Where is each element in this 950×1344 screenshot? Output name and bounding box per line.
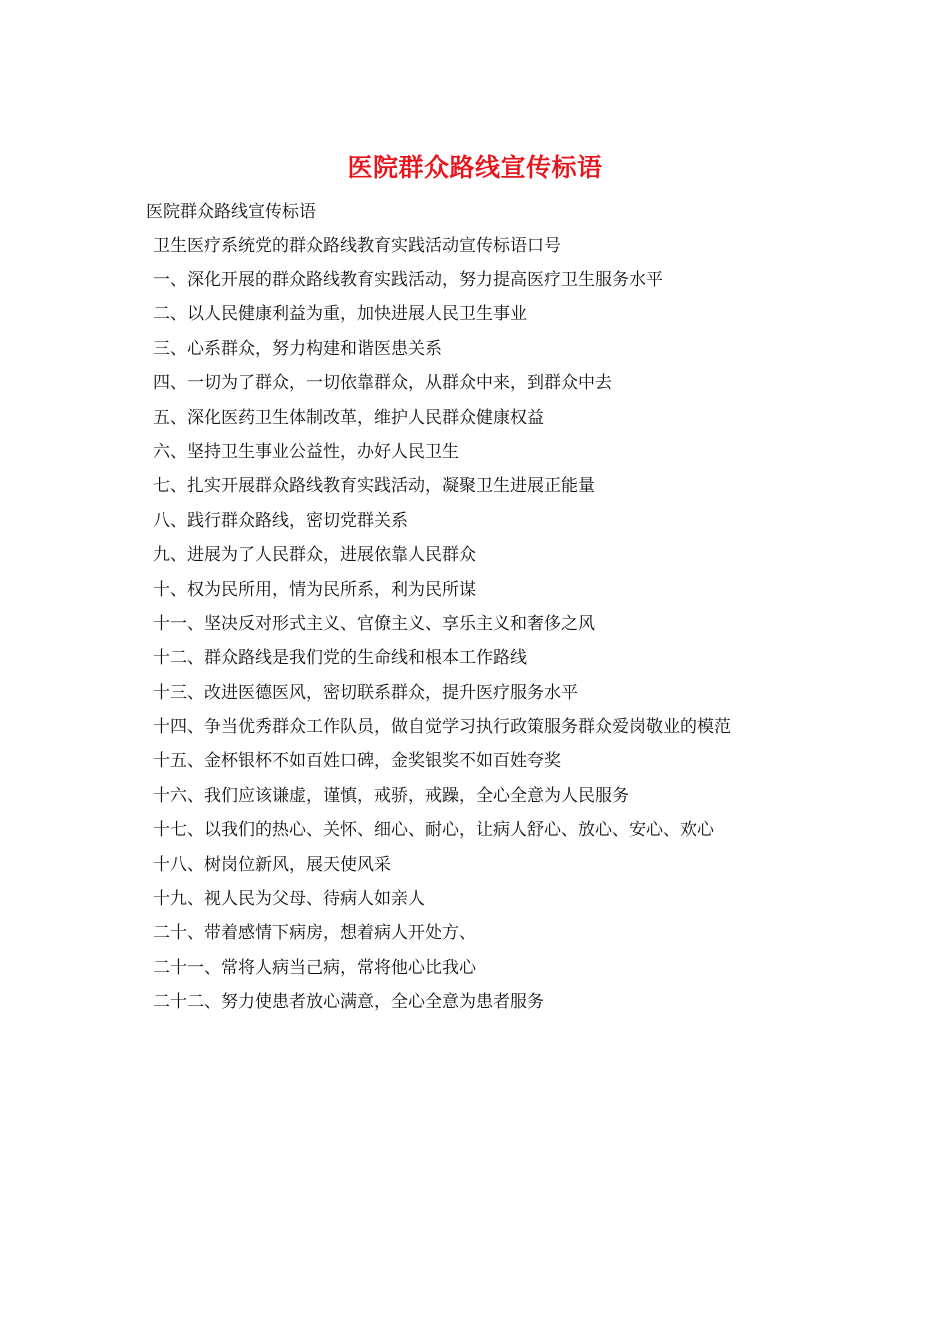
document-title: 医院群众路线宣传标语 (347, 153, 603, 182)
document-subtitle: 医院群众路线宣传标语 (146, 202, 316, 222)
slogan-item: 十、权为民所用，情为民所系，利为民所谋 (153, 579, 476, 600)
slogan-item: 三、心系群众，努力构建和谐医患关系 (153, 338, 442, 359)
intro-line: 卫生医疗系统党的群众路线教育实践活动宣传标语口号 (153, 236, 561, 256)
slogan-item: 十八、树岗位新风，展天使风采 (153, 854, 391, 875)
slogan-item: 五、深化医药卫生体制改革，维护人民群众健康权益 (153, 407, 544, 428)
slogan-item: 十三、改进医德医风，密切联系群众，提升医疗服务水平 (153, 682, 578, 703)
slogan-item: 十五、金杯银杯不如百姓口碑，金奖银奖不如百姓夸奖 (153, 751, 561, 772)
slogan-list (153, 266, 731, 1023)
slogan-item: 二十一、常将人病当己病，常将他心比我心 (153, 957, 476, 978)
slogan-item: 十九、视人民为父母、待病人如亲人 (153, 889, 425, 910)
slogan-item: 八、践行群众路线，密切党群关系 (153, 510, 408, 531)
slogan-item: 一、深化开展的群众路线教育实践活动，努力提高医疗卫生服务水平 (153, 270, 663, 290)
slogan-item: 四、一切为了群众，一切依靠群众，从群众中来，到群众中去 (153, 373, 612, 394)
slogan-item: 二十、带着感情下病房，想着病人开处方、 (153, 923, 476, 944)
slogan-item: 十七、以我们的热心、关怀、细心、耐心，让病人舒心、放心、安心、欢心 (153, 820, 714, 841)
slogan-item: 十一、坚决反对形式主义、官僚主义、享乐主义和奢侈之风 (153, 613, 595, 634)
slogan-item: 十二、群众路线是我们党的生命线和根本工作路线 (153, 648, 527, 669)
slogan-item: 二、以人民健康利益为重，加快进展人民卫生事业 (153, 304, 527, 325)
slogan-item: 七、扎实开展群众路线教育实践活动，凝聚卫生进展正能量 (153, 476, 595, 497)
slogan-item: 六、坚持卫生事业公益性，办好人民卫生 (153, 441, 459, 462)
slogan-item: 二十二、努力使患者放心满意，全心全意为患者服务 (153, 992, 544, 1013)
slogan-item: 十四、争当优秀群众工作队员，做自觉学习执行政策服务群众爱岗敬业的模范 (153, 717, 731, 738)
slogan-item: 九、进展为了人民群众，进展依靠人民群众 (153, 545, 476, 566)
slogan-item: 十六、我们应该谦虚，谨慎，戒骄，戒躁，全心全意为人民服务 (153, 785, 629, 806)
